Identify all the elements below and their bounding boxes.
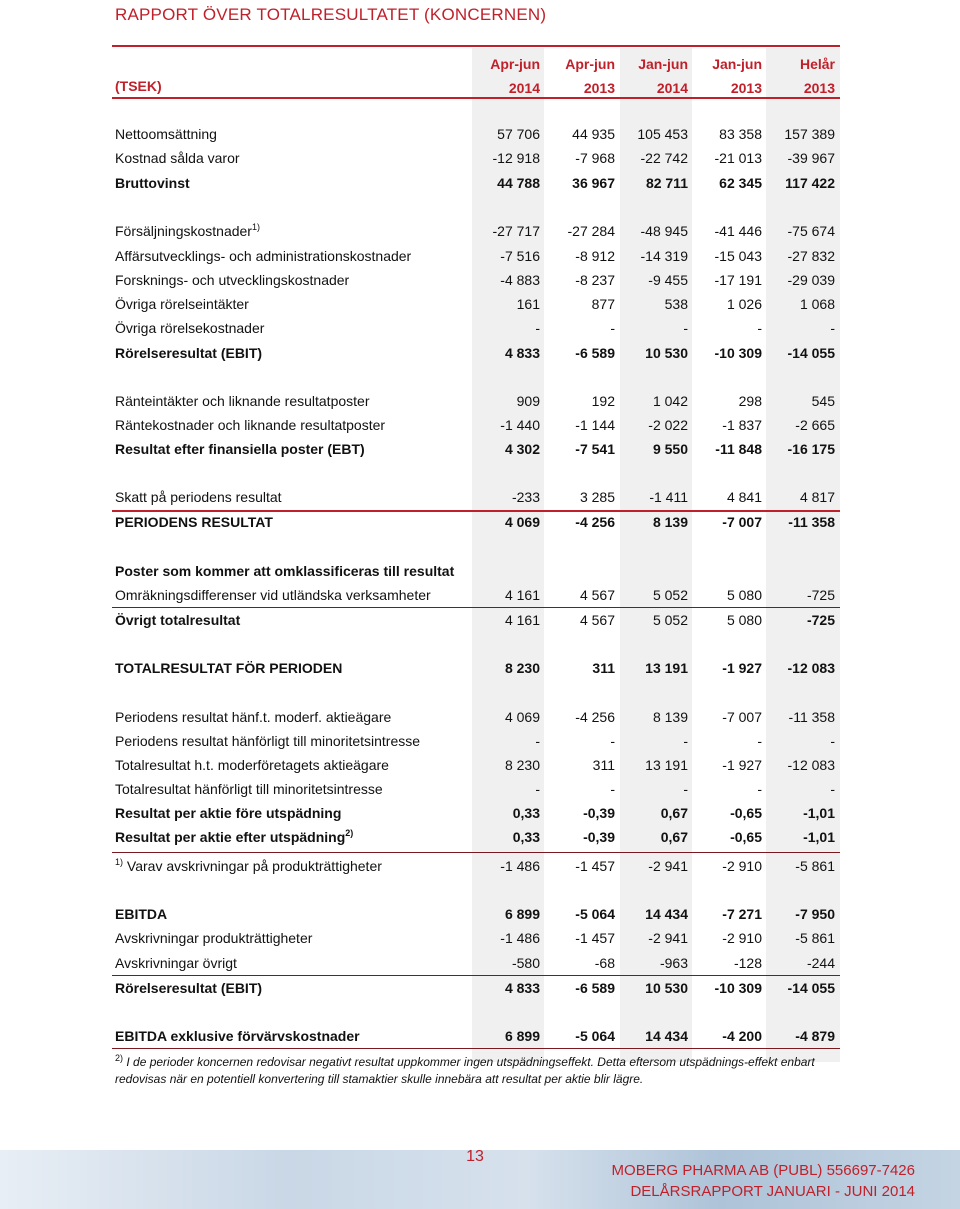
cell: 161 [516, 296, 540, 312]
cell: 36 967 [572, 175, 615, 191]
cell: -6 589 [575, 345, 615, 361]
cell: -39 967 [787, 150, 835, 166]
cell: -1,01 [803, 829, 835, 845]
cell: 14 434 [645, 906, 688, 922]
footnote [115, 1050, 840, 1088]
cell: -16 175 [787, 441, 835, 457]
cell: -2 665 [795, 417, 835, 433]
table-row [0, 248, 960, 270]
cell: 4 161 [504, 587, 540, 603]
cell: -12 083 [787, 757, 835, 773]
cell: -1 837 [722, 417, 762, 433]
cell: - [535, 733, 540, 749]
cell: -27 832 [787, 248, 835, 264]
title-rule [112, 45, 840, 47]
footnote-text: I de perioder koncernen redovisar negativt resultat uppkommer ingen utspädningseffekt. Detta eftersom utspädnings-effekt enbart redovisas när en potentiell konvertering till stamaktier skulle innebära att resultat per aktie blir lägre. [115, 1055, 815, 1086]
cell: 192 [591, 393, 615, 409]
cell: -21 013 [714, 150, 762, 166]
col-header-3-year: 2014 [656, 80, 688, 96]
cell: -2 941 [648, 930, 688, 946]
cell: - [535, 781, 540, 797]
cell: -6 589 [575, 980, 615, 996]
cell: - [757, 733, 762, 749]
cell: -4 200 [722, 1028, 762, 1044]
table-row [0, 781, 960, 803]
col-header-2-period: Apr-jun [565, 56, 615, 72]
cell: 5 052 [652, 587, 688, 603]
cell: 10 530 [645, 345, 688, 361]
cell: -75 674 [787, 223, 835, 239]
cell: -14 319 [640, 248, 688, 264]
cell: 157 389 [784, 126, 835, 142]
cell: -7 950 [795, 906, 835, 922]
col-header-2-year: 2013 [583, 80, 615, 96]
row-label: Totalresultat h.t. moderföretagets aktieägare [115, 757, 389, 773]
cell: -17 191 [714, 272, 762, 288]
row-label: EBITDA [115, 906, 168, 922]
cell: 4 302 [504, 441, 540, 457]
cell: -1 486 [500, 858, 540, 874]
table-row [0, 930, 960, 952]
row-label: Resultat per aktie efter utspädning$^{2)}$ [115, 828, 354, 845]
cell: -7 968 [575, 150, 615, 166]
cell: -580 [511, 955, 540, 971]
table-row [0, 150, 960, 172]
row-label: TOTALRESULTAT FÖR PERIODEN [115, 660, 343, 676]
cell: -14 055 [787, 345, 835, 361]
cell: 4 567 [579, 612, 615, 628]
row-label: Omräkningsdifferenser vid utländska verksamheter [115, 587, 431, 603]
row-label: Resultat efter finansiella poster (EBT) [115, 441, 365, 457]
cell: 311 [592, 757, 615, 773]
cell: 311 [592, 660, 615, 676]
table-row [0, 393, 960, 415]
cell: 1 026 [726, 296, 762, 312]
cell: 538 [664, 296, 688, 312]
table-row [0, 980, 960, 1002]
cell: - [830, 320, 835, 336]
cell: 5 080 [726, 612, 762, 628]
cell: 14 434 [645, 1028, 688, 1044]
cell: -0,39 [583, 805, 615, 821]
cell: -48 945 [640, 223, 688, 239]
cell: -29 039 [787, 272, 835, 288]
cell: 8 139 [652, 709, 688, 725]
cell: 0,33 [512, 805, 540, 821]
col-header-4-period: Jan-jun [712, 56, 762, 72]
table-row [0, 223, 960, 245]
table-row [0, 441, 960, 463]
cell: 4 161 [504, 612, 540, 628]
cell: - [683, 733, 688, 749]
row-label: Periodens resultat hänf.t. moderf. aktieägare [115, 709, 392, 725]
cell: - [610, 733, 615, 749]
row-label: Övriga rörelseintäkter [115, 296, 249, 312]
cell: -11 358 [788, 514, 835, 530]
row-label: Nettoomsättning [115, 126, 217, 142]
row-label: Affärsutvecklings- och administrationskostnader [115, 248, 412, 264]
cell: -963 [659, 955, 688, 971]
row-label: Kostnad sålda varor [115, 150, 240, 166]
cell: -0,65 [730, 805, 762, 821]
cell: - [683, 320, 688, 336]
page-title: RAPPORT ÖVER TOTALRESULTATET (KONCERNEN) [115, 5, 547, 24]
row-label: Avskrivningar produkträttigheter [115, 930, 313, 946]
cell: -4 883 [500, 272, 540, 288]
row-label: Bruttovinst [115, 175, 190, 191]
col-header-5-year: 2013 [803, 80, 835, 96]
cell: -12 083 [787, 660, 835, 676]
cell: 13 191 [645, 757, 688, 773]
cell: - [757, 781, 762, 797]
cell: -2 022 [648, 417, 688, 433]
cell: -7 516 [500, 248, 540, 264]
table-row [0, 320, 960, 342]
cell: 909 [516, 393, 540, 409]
cell: 10 530 [645, 980, 688, 996]
cell: 3 285 [579, 489, 615, 505]
cell: 0,33 [512, 829, 540, 845]
cell: -1 440 [500, 417, 540, 433]
cell: -14 055 [787, 980, 835, 996]
row-label: Räntekostnader och liknande resultatposter [115, 417, 386, 433]
cell: - [610, 781, 615, 797]
row-label: Forsknings- och utvecklingskostnader [115, 272, 350, 288]
col-header-4-year: 2013 [730, 80, 762, 96]
cell: -27 717 [492, 223, 540, 239]
cell: -1 457 [575, 858, 615, 874]
col-header-1-period: Apr-jun [490, 56, 540, 72]
row-label: Rörelseresultat (EBIT) [115, 345, 263, 361]
row-rule [112, 607, 840, 608]
cell: 8 230 [504, 757, 540, 773]
cell: 0,67 [660, 805, 688, 821]
cell: -15 043 [714, 248, 762, 264]
cell: 5 052 [652, 612, 688, 628]
table-row [0, 757, 960, 779]
cell: - [610, 320, 615, 336]
cell: -0,65 [730, 829, 762, 845]
table-row [0, 296, 960, 318]
cell: 4 817 [799, 489, 835, 505]
cell: 6 899 [504, 1028, 540, 1044]
footnote-marker-1: 1) [251, 222, 260, 232]
footnote-marker-1: 1) [115, 857, 124, 867]
cell: 4 841 [726, 489, 762, 505]
footnote-marker-2: 2) [115, 1053, 124, 1063]
cell: - [535, 320, 540, 336]
cell: -725 [806, 612, 835, 628]
cell: -12 918 [492, 150, 540, 166]
table-row [0, 175, 960, 197]
cell: -4 256 [575, 514, 615, 530]
row-label: PERIODENS RESULTAT [115, 514, 273, 530]
footnote-marker-2: 2) [345, 828, 354, 838]
cell: -8 912 [575, 248, 615, 264]
cell: 4 069 [504, 709, 540, 725]
table-row [0, 955, 960, 977]
cell: -5 861 [795, 930, 835, 946]
row-rule [112, 1048, 840, 1049]
table-row [0, 417, 960, 439]
cell: -233 [511, 489, 540, 505]
cell: 0,67 [660, 829, 688, 845]
row-label: Rörelseresultat (EBIT) [115, 980, 263, 996]
cell: -1 486 [500, 930, 540, 946]
table-row [0, 733, 960, 755]
cell: 44 935 [572, 126, 615, 142]
cell: -2 910 [722, 930, 762, 946]
cell: -128 [733, 955, 762, 971]
row-label: Periodens resultat hänförligt till minoritetsintresse [115, 733, 421, 749]
cell: -244 [806, 955, 835, 971]
cell: - [683, 781, 688, 797]
cell: -5 861 [795, 858, 835, 874]
cell: -2 941 [648, 858, 688, 874]
table-row [0, 345, 960, 367]
row-rule [112, 975, 840, 976]
row-label: Poster som kommer att omklassificeras till resultat [115, 563, 455, 579]
table-row [0, 272, 960, 294]
row-label: Totalresultat hänförligt till minoritetsintresse [115, 781, 383, 797]
row-rule [112, 510, 840, 512]
table-row [0, 660, 960, 682]
cell: -10 309 [714, 980, 762, 996]
cell: -7 007 [722, 709, 762, 725]
cell: -10 309 [714, 345, 762, 361]
table-row [0, 906, 960, 928]
cell: 4 833 [504, 980, 540, 996]
report-title: DELÅRSRAPPORT JANUARI - JUNI 2014 [630, 1183, 915, 1200]
cell: 13 191 [645, 660, 688, 676]
col-header-3-period: Jan-jun [638, 56, 688, 72]
cell: 83 358 [719, 126, 762, 142]
cell: 8 139 [652, 514, 688, 530]
table-row [0, 829, 960, 851]
company-name: MOBERG PHARMA AB (PUBL) 556697-7426 [611, 1162, 915, 1179]
cell: -5 064 [575, 906, 615, 922]
cell: -68 [594, 955, 615, 971]
cell: -725 [806, 587, 835, 603]
cell: -4 256 [575, 709, 615, 725]
cell: 62 345 [719, 175, 762, 191]
page-number: 13 [466, 1148, 484, 1165]
cell: -1 927 [722, 660, 762, 676]
table-row [0, 709, 960, 731]
cell: 5 080 [726, 587, 762, 603]
table-row [0, 126, 960, 148]
cell: -1,01 [803, 805, 835, 821]
cell: 1 042 [652, 393, 688, 409]
cell: -1 144 [575, 417, 615, 433]
row-label: Ränteintäkter och liknande resultatposter [115, 393, 370, 409]
cell: 4 069 [504, 514, 540, 530]
row-label: Skatt på periodens resultat [115, 489, 282, 505]
table-row [0, 587, 960, 609]
cell: -22 742 [640, 150, 688, 166]
cell: -1 927 [722, 757, 762, 773]
row-label: Avskrivningar övrigt [115, 955, 237, 971]
cell: -7 541 [575, 441, 615, 457]
cell: 44 788 [497, 175, 540, 191]
cell: 4 833 [504, 345, 540, 361]
cell: 8 230 [504, 660, 540, 676]
cell: 117 422 [785, 175, 835, 191]
cell: 298 [738, 393, 762, 409]
cell: -0,39 [583, 829, 615, 845]
row-label: Försäljningskostnader$^{1)}$ [115, 222, 260, 239]
cell: 82 711 [645, 175, 688, 191]
cell: -8 237 [575, 272, 615, 288]
cell: 57 706 [497, 126, 540, 142]
col-header-5-period: Helår [799, 56, 835, 72]
table-row [0, 858, 960, 880]
cell: -11 848 [715, 441, 762, 457]
cell: 877 [591, 296, 615, 312]
row-label: Övrigt totalresultat [115, 612, 241, 628]
cell: -2 910 [722, 858, 762, 874]
row-rule [112, 852, 840, 853]
cell: -27 284 [567, 223, 615, 239]
row-label: Övriga rörelsekostnader [115, 320, 265, 336]
unit-label: (TSEK) [115, 78, 162, 94]
cell: 6 899 [504, 906, 540, 922]
cell: -5 064 [575, 1028, 615, 1044]
cell: -9 455 [648, 272, 688, 288]
table-row [0, 514, 960, 536]
row-label: Resultat per aktie före utspädning [115, 805, 342, 821]
cell: 9 550 [652, 441, 688, 457]
cell: 545 [811, 393, 835, 409]
table-row [0, 612, 960, 634]
row-label: EBITDA exklusive förvärvskostnader [115, 1028, 360, 1044]
table-row [0, 805, 960, 827]
cell: -41 446 [714, 223, 762, 239]
cell: - [830, 733, 835, 749]
col-header-1-year: 2014 [508, 80, 540, 96]
header-rule [112, 97, 840, 99]
row-label: $^{1)}$ Varav avskrivningar på produkträttigheter [115, 857, 382, 874]
cell: -7 007 [722, 514, 762, 530]
cell: - [830, 781, 835, 797]
table-row [0, 1028, 960, 1050]
cell: - [757, 320, 762, 336]
cell: -1 411 [649, 489, 688, 505]
cell: -7 271 [722, 906, 762, 922]
cell: 105 453 [637, 126, 688, 142]
cell: -1 457 [575, 930, 615, 946]
table-row [0, 563, 960, 585]
cell: -11 358 [788, 709, 835, 725]
cell: 4 567 [579, 587, 615, 603]
cell: -4 879 [795, 1028, 835, 1044]
table-row [0, 489, 960, 511]
cell: 1 068 [799, 296, 835, 312]
